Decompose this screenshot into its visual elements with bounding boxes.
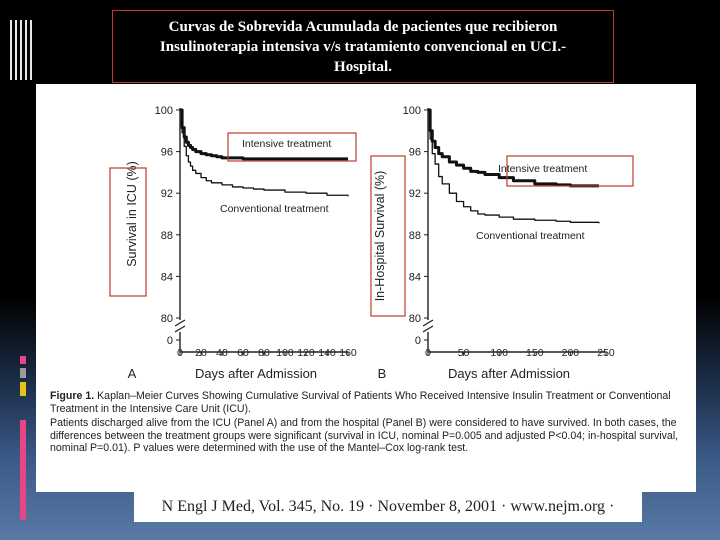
panel-b-y-tick-label: 80	[408, 313, 421, 325]
panel-a-y-break-mark	[175, 320, 185, 332]
panel-a-x-axis-label: Days after Admission	[194, 366, 318, 381]
panel-a-y-tick-label: 96	[160, 146, 173, 159]
panel-a-conventional-label: Conventional treatment	[220, 203, 329, 215]
panel-a-x-tick-label: 40	[216, 347, 228, 359]
slide-title	[112, 10, 614, 83]
panel-a-x-tick-label: 20	[195, 347, 207, 359]
caption-label: Figure 1.	[50, 390, 95, 402]
panel-b-y-tick-label: 84	[408, 271, 421, 284]
panel-b-x-tick-label: 100	[490, 347, 508, 359]
panel-a-x-tick-label: 120	[297, 347, 315, 359]
panel-b-x-tick-label: 50	[457, 347, 470, 359]
title-line-1: Curvas de Sobrevida Acumulada de pacientes que recibieron	[168, 19, 558, 35]
panel-a-intensive-label: Intensive treatment	[242, 138, 332, 150]
panel-a-y-tick-label: 80	[160, 313, 173, 325]
panel-b-x-tick-label: 250	[597, 347, 615, 359]
panel-a-y-tick-label: 84	[160, 271, 173, 284]
panel-b-y-tick-label: 96	[408, 146, 421, 159]
panel-b-intensive-label: Intensive treatment	[498, 163, 588, 175]
panel-a-letter: A	[127, 366, 137, 381]
caption-body: Patients discharged alive from the ICU (Panel A) and from the hospital (Panel B) were considered to have survived. In both cases, the differences between the treatment groups were significant (survival in ICU, nominal P=0.005 and adjusted P<0.04; in-hospital survival, nominal P=0.01). P values were determined with the use of the Mantel–Cox log-rank test.	[50, 417, 679, 455]
panel-a-zero-label: 0	[166, 335, 173, 347]
citation-text: N Engl J Med, Vol. 345, No. 19 · November 8, 2001 · www.nejm.org ·	[161, 498, 615, 515]
panel-b-y-break-mark	[423, 320, 433, 332]
decorative-bar-gray	[20, 368, 26, 378]
decorative-bar-yellow	[20, 382, 26, 396]
panel-a-y-axis-label: Survival in ICU (%)	[125, 161, 139, 267]
panel-b-y-tick-label: 100	[402, 105, 421, 117]
panel-a-intensive-curve	[180, 110, 348, 159]
title-line-2: Insulinoterapia intensiva v/s tratamiento convencional en UCI.-	[159, 39, 567, 55]
panel-a-x-tick-label: 80	[258, 347, 270, 359]
panel-b-conventional-label: Conventional treatment	[476, 230, 585, 242]
panel-a-x-tick-label: 60	[237, 347, 249, 359]
panel-a-x-tick-label: 160	[339, 347, 357, 359]
decorative-bar-pink-2	[20, 420, 26, 520]
caption-title: Kaplan–Meier Curves Showing Cumulative Survival of Patients Who Received Intensive Insulin Treatment or Conventional Treatment in the Intensive Care Unit (ICU).	[50, 390, 671, 415]
panel-b-x-tick-label: 200	[561, 347, 580, 359]
panel-b-x-tick-label: 0	[425, 347, 431, 359]
panel-a-y-tick-label: 92	[160, 188, 173, 201]
kaplan-meier-charts	[36, 84, 696, 384]
decorative-lines	[10, 20, 32, 80]
panel-b-y-axis-label: In-Hospital Survival (%)	[373, 170, 387, 302]
panel-a-x-tick-label: 0	[177, 347, 183, 359]
panel-b-x-tick-label: 150	[526, 347, 544, 359]
panel-b-x-axis-label: Days after Admission	[447, 366, 571, 381]
figure-panel	[36, 84, 696, 492]
panel-b-y-tick-label: 92	[408, 188, 421, 201]
panel-a-y-tick-label: 100	[154, 105, 173, 117]
citation-footer	[134, 492, 642, 522]
panel-b-y-tick-label: 88	[408, 229, 421, 242]
panel-b-letter: B	[377, 366, 387, 381]
panel-a-y-tick-label: 88	[160, 229, 173, 242]
panel-a-x-tick-label: 140	[318, 347, 336, 359]
decorative-bar-pink	[20, 356, 26, 364]
title-line-3: Hospital.	[334, 59, 392, 75]
panel-b-zero-label: 0	[414, 335, 421, 347]
figure-caption	[50, 390, 682, 457]
panel-a-x-tick-label: 100	[276, 347, 294, 359]
